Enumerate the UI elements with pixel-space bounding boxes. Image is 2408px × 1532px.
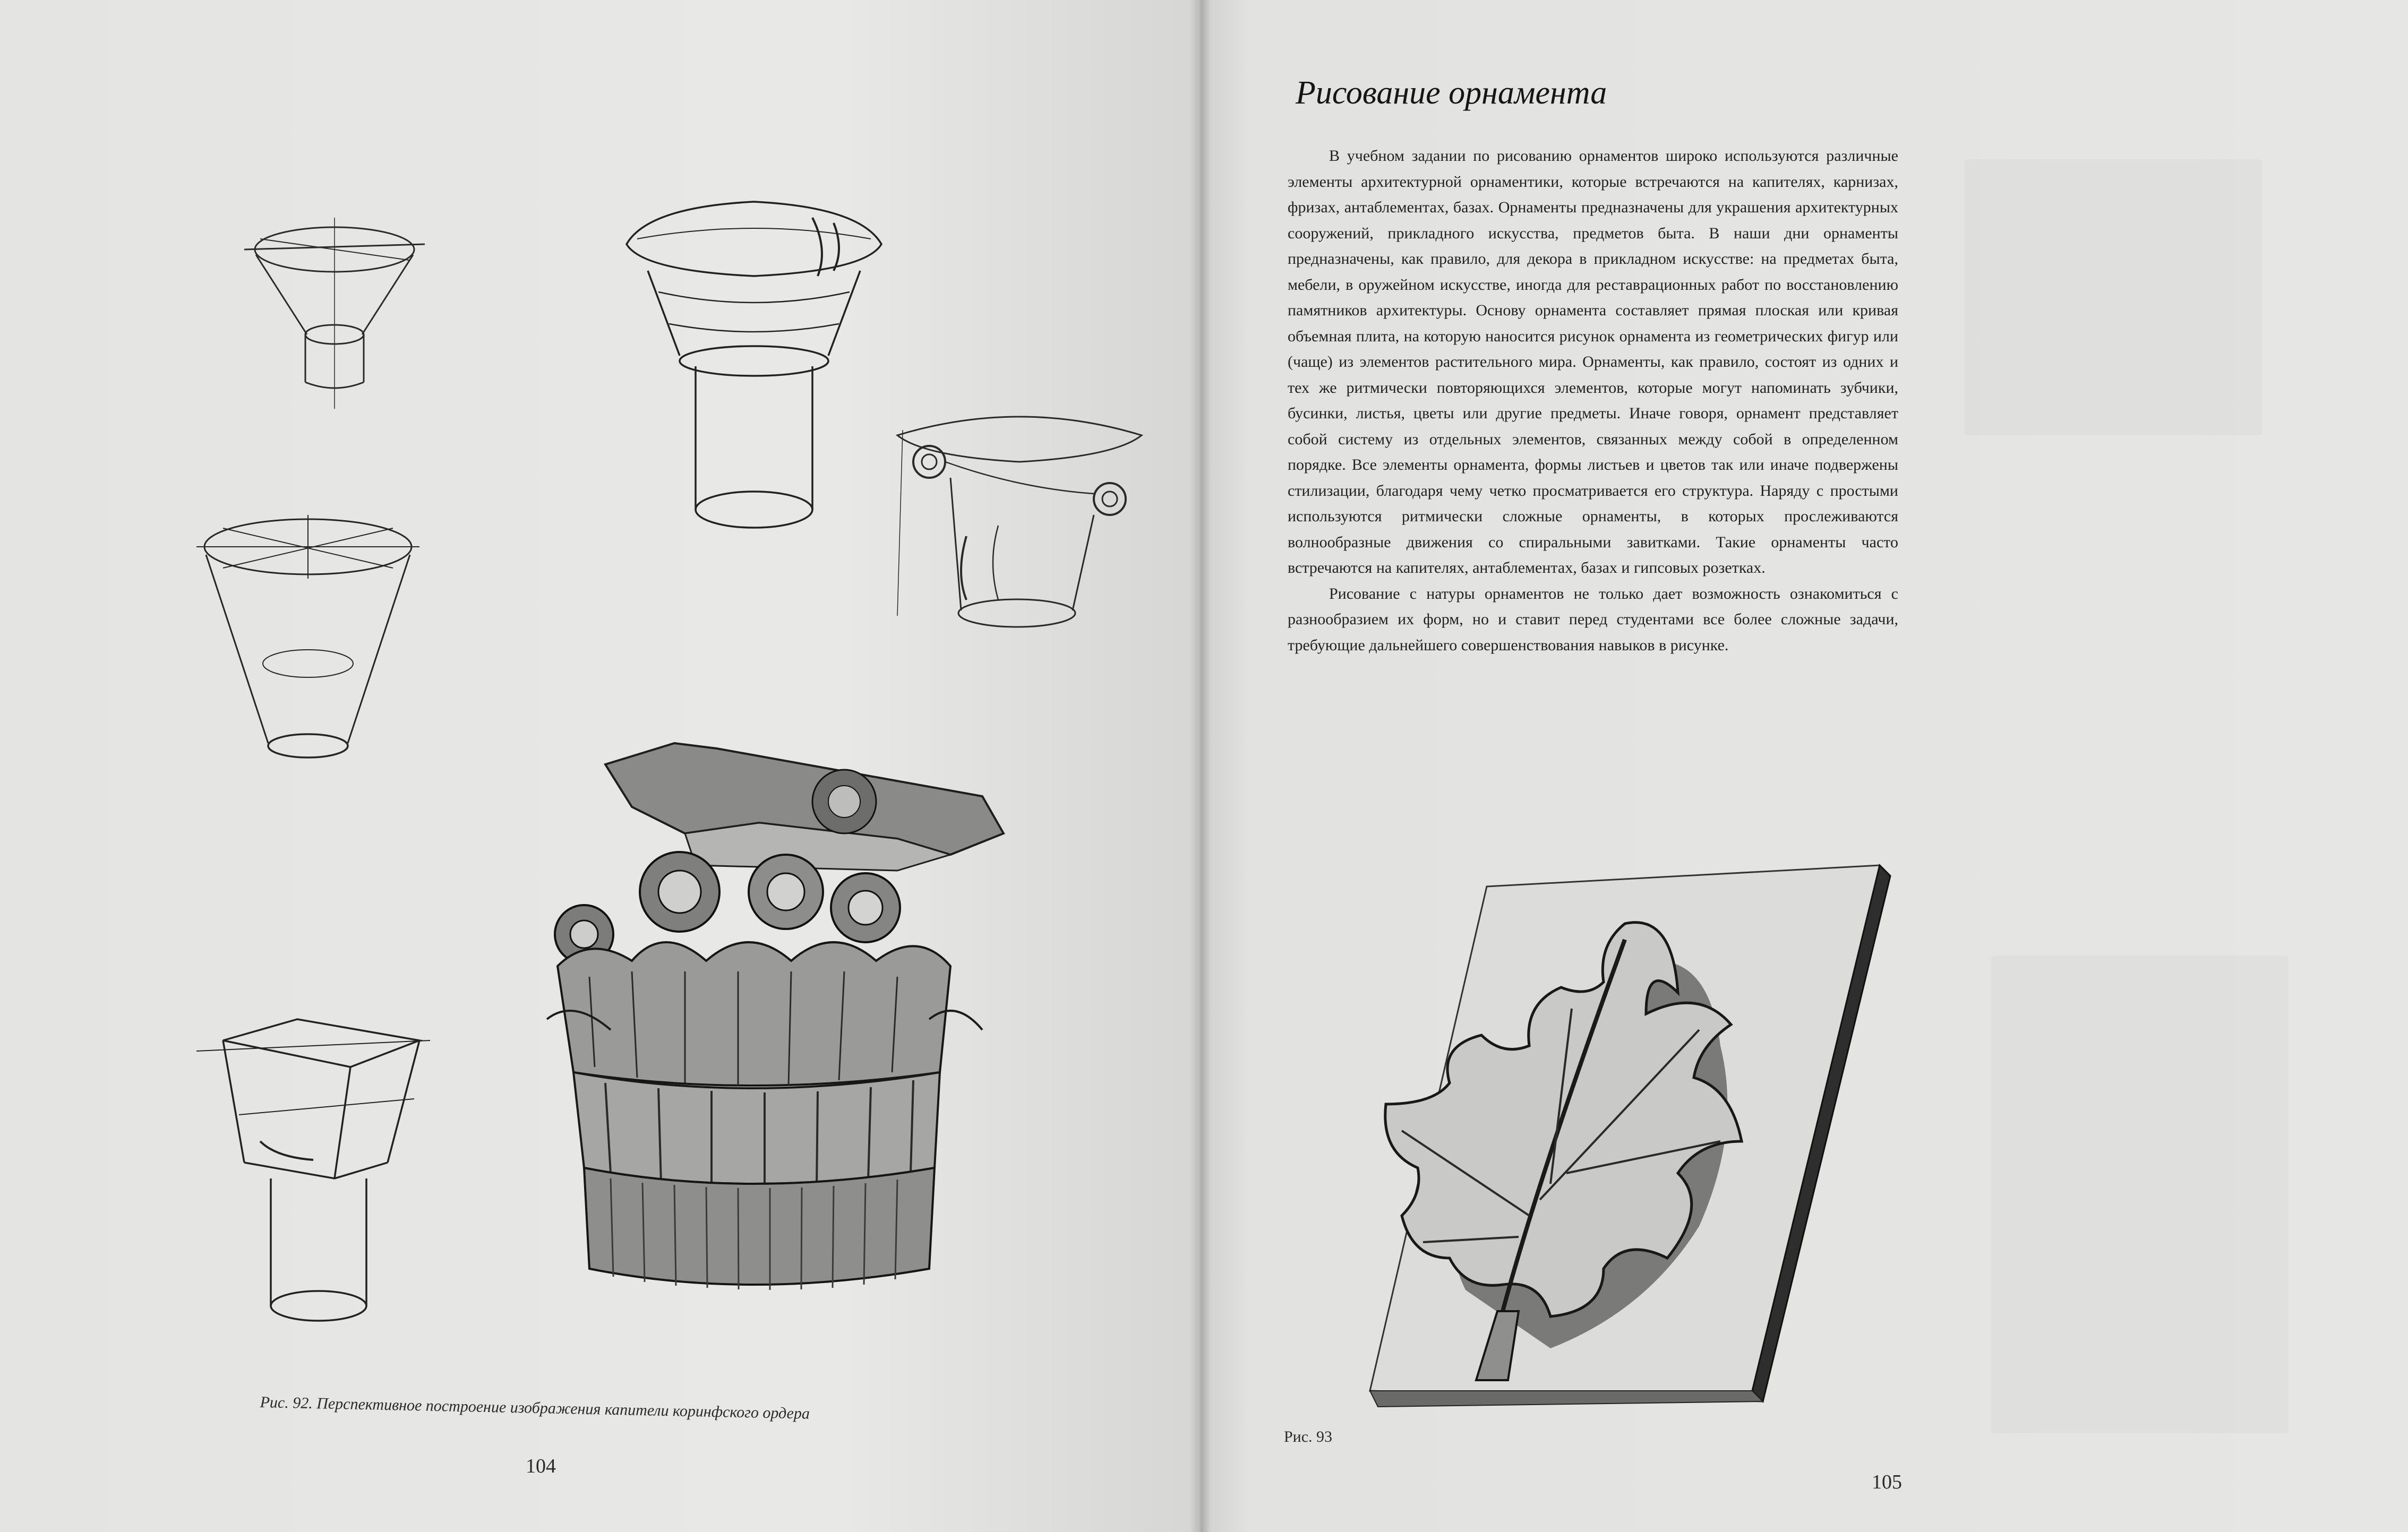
capital-construction-sketch-2: [616, 186, 892, 536]
bleed-through-mark: [1991, 956, 2289, 1433]
corinthian-capital-drawing: [526, 733, 1025, 1311]
section-heading: Рисование орнамента: [1296, 75, 1607, 111]
figure-caption-93: Рис. 93: [1284, 1428, 1333, 1445]
capital-construction-sketch-1: [228, 207, 441, 419]
paragraph-2: Рисование с натуры орнаментов не только дает возможность ознакомиться с разнообразием их форм, но и ставит перед студентами все более сложные задачи, требующие дальнейшего совершенствования навыков в рисунке.: [1288, 584, 1898, 654]
page-number-right: 105: [1872, 1471, 1902, 1493]
figure-caption-92: Рис. 92. Перспективное построение изображения капители коринфского ордера: [260, 1393, 810, 1423]
capital-construction-sketch-3: [892, 403, 1147, 648]
book-gutter: [1189, 0, 1211, 1532]
body-text: [1288, 143, 1898, 658]
paragraph-1: В учебном задании по рисованию орнаментов широко используются различные элементы архитектурной орнаментики, которые встречаются на капителях, карнизах, фризах, антаблементах, базах. Орнаменты предназначены для украшения архитектурных сооружений, прикладного искусства, предметов быта. В наши дни орнаменты предназначены, как правило, для декора в прикладном искусстве: на предметах быта, мебели, в оружейном искусстве, иногда для реставрационных работ по восстановлению памятников архитектуры. Основу орнамента составляет прямая плоская или кривая объемная плита, на которую наносится рисунок орнамента из геометрических фигур или (чаще) из элементов растительного мира. Орнаменты, как правило, состоят из одних и тех же ритмически повторяющихся элементов, которые могут напоминать зубчики, бусинки, листья, цветы или другие предметы. Иначе говоря, орнамент представляет собой систему из отдельных элементов, связанных между собой в определенном порядке. Все элементы орнамента, формы листьев и цветов так или иначе подвержены стилизации, благодаря чему четко просматривается его структура. Наряду с простыми используются ритмически сложные орнаменты, в которых прослеживаются волнообразные движения со спиральными завитками. Такие орнаменты часто встречаются на капителях, антаблементах, базах и гипсовых розетках.: [1288, 147, 1898, 576]
capital-construction-sketch-4: [191, 504, 425, 770]
bleed-through-mark: [1965, 159, 2262, 435]
page-number-left: 104: [526, 1455, 556, 1477]
acanthus-leaf-relief-drawing: [1327, 855, 1901, 1423]
capital-construction-sketch-5: [191, 1009, 435, 1338]
